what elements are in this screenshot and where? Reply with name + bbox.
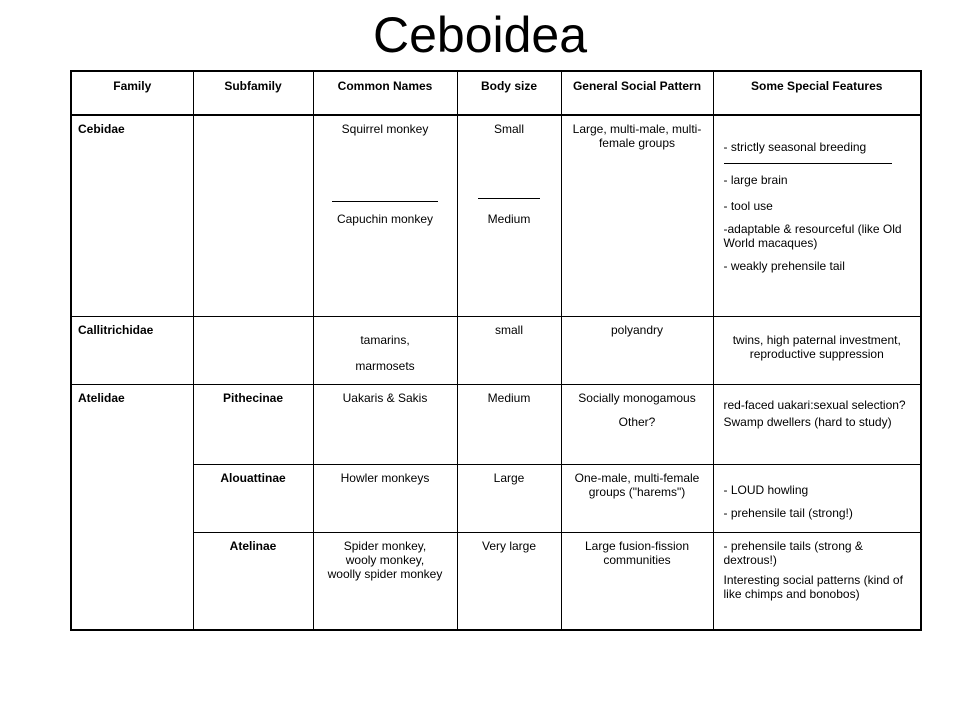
- social-pattern-cell: One-male, multi-female groups ("harems"): [561, 464, 713, 532]
- feature-item: red-faced uakari:sexual selection?: [723, 397, 906, 412]
- table-row-cebidae: [71, 115, 921, 316]
- header-common-names: Common Names: [313, 71, 457, 115]
- family-cell: Callitrichidae: [71, 316, 193, 384]
- subfamily-cell: Pithecinae: [193, 384, 313, 464]
- feature-item: - LOUD howling: [723, 482, 809, 497]
- common-name: Capuchin monkey: [336, 212, 434, 226]
- body-size: Small: [493, 122, 524, 136]
- common-names-cell: [313, 115, 457, 316]
- features-cell: [713, 384, 921, 464]
- feature-item: - large brain: [723, 173, 788, 187]
- feature-item: Swamp dwellers (hard to study): [723, 414, 892, 429]
- feature-item: - prehensile tail (strong!): [723, 505, 853, 520]
- social-pattern-cell: Large, multi-male, multi-female groups: [561, 115, 713, 316]
- feature-item: - prehensile tails (strong & dextrous!): [723, 538, 863, 567]
- common-names-cell: Uakaris & Sakis: [313, 384, 457, 464]
- feature-item: - weakly prehensile tail: [723, 259, 845, 273]
- body-size-cell: [457, 115, 561, 316]
- feature-item: - tool use: [723, 199, 773, 213]
- subfamily-cell: Atelinae: [193, 532, 313, 630]
- header-row: [71, 71, 921, 115]
- body-size-cell: Large: [457, 464, 561, 532]
- feature-item: Interesting social patterns (kind of like chimps and bonobos): [723, 572, 903, 601]
- social-pattern-cell: polyandry: [561, 316, 713, 384]
- header-special-features: Some Special Features: [713, 71, 921, 115]
- table-row-atelinae: [71, 532, 921, 630]
- header-social-pattern: General Social Pattern: [561, 71, 713, 115]
- common-names-cell: [313, 316, 457, 384]
- common-name: tamarins,: [360, 332, 410, 347]
- header-family: Family: [71, 71, 193, 115]
- common-name: marmosets: [355, 358, 415, 373]
- table-row-pithecinae: [71, 384, 921, 464]
- subfamily-cell: Alouattinae: [193, 464, 313, 532]
- body-size: Medium: [487, 212, 531, 226]
- common-names-cell: Howler monkeys: [313, 464, 457, 532]
- header-body-size: Body size: [457, 71, 561, 115]
- common-name: Squirrel monkey: [341, 122, 429, 136]
- table-row-callitrichidae: [71, 316, 921, 384]
- feature-item: - strictly seasonal breeding: [723, 140, 867, 154]
- social-pattern: Socially monogamous: [578, 390, 696, 405]
- ceboidea-table: [70, 70, 922, 631]
- divider-line: [724, 163, 892, 164]
- subfamily-cell: [193, 316, 313, 384]
- body-size-cell: Medium: [457, 384, 561, 464]
- slide-title: Ceboidea: [372, 7, 588, 63]
- feature-item: -adaptable & resourceful (like Old World macaques): [723, 222, 902, 250]
- table-row-alouattinae: [71, 464, 921, 532]
- body-size-cell: small: [457, 316, 561, 384]
- features-cell: [713, 532, 921, 630]
- common-names-cell: Spider monkey, wooly monkey, woolly spider monkey: [313, 532, 457, 630]
- features-cell: [713, 115, 921, 316]
- features-cell: [713, 464, 921, 532]
- social-pattern-cell: [561, 384, 713, 464]
- subfamily-cell: [193, 115, 313, 316]
- family-cell: Cebidae: [71, 115, 193, 316]
- family-cell: Atelidae: [71, 384, 193, 630]
- header-subfamily: Subfamily: [193, 71, 313, 115]
- social-pattern: Other?: [618, 414, 656, 429]
- social-pattern-cell: Large fusion-fission communities: [561, 532, 713, 630]
- body-size-cell: Very large: [457, 532, 561, 630]
- features-cell: twins, high paternal investment, reproductive suppression: [713, 316, 921, 384]
